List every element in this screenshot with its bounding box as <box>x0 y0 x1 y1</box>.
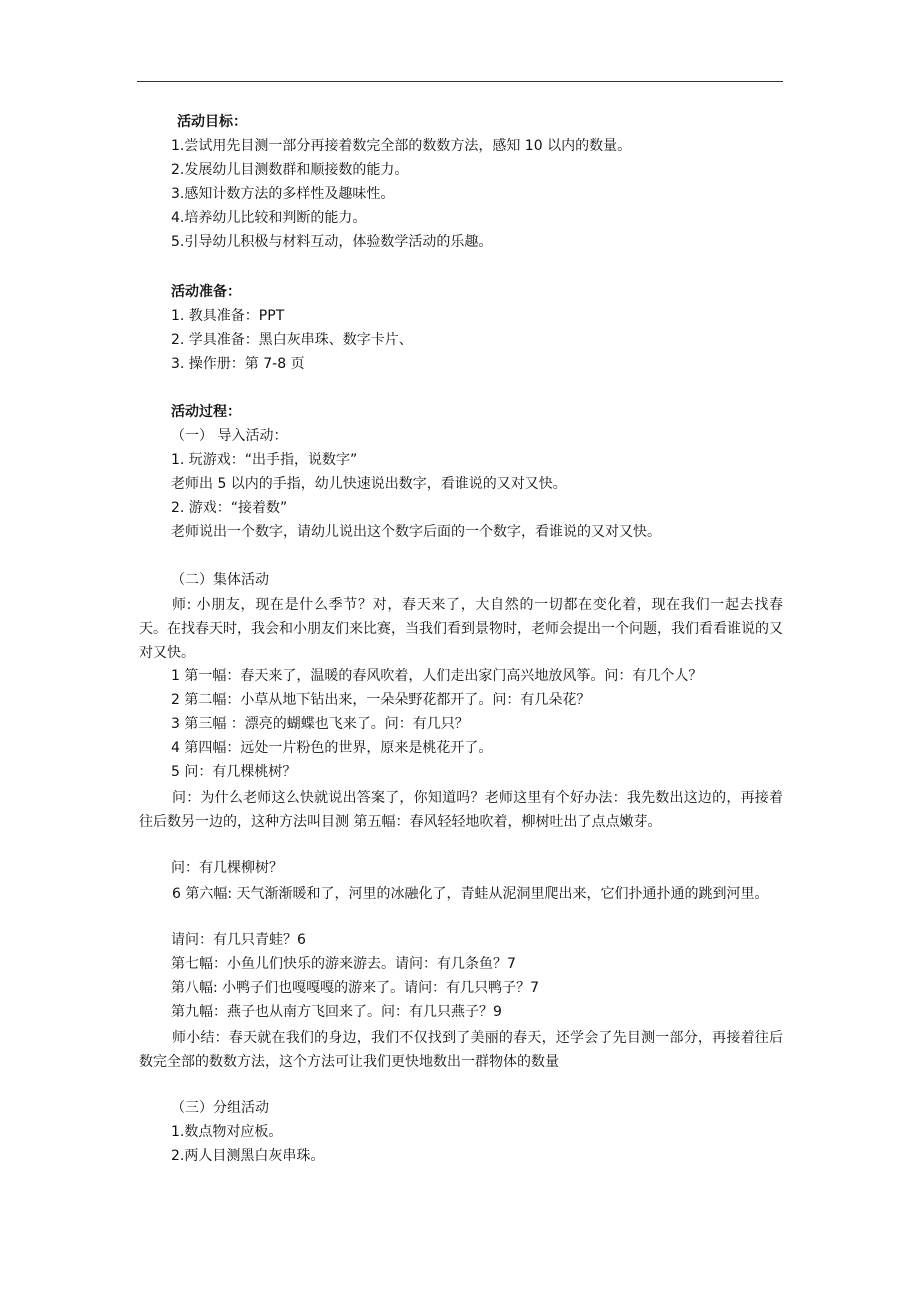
q-line-1: 请问：有几只青蛙？6 <box>171 932 306 948</box>
prep-item-2: 2. 学具准备：黑白灰串珠、数字卡片、 <box>171 332 413 348</box>
q-line-4: 第九幅：燕子也从南方飞回来了。问：有几只燕子？9 <box>171 1004 502 1020</box>
q-line-2: 第七幅：小鱼儿们快乐的游来游去。请问：有几条鱼？7 <box>171 956 516 972</box>
why-paragraph: 问：为什么老师这么快就说出答案了，你知道吗？老师这里有个好办法：我先数出这边的，再接着往后数另一边的，这种方法叫目测 第五幅：春风轻轻地吹着，柳树吐出了点点嫩芽。 <box>139 790 783 830</box>
summary-paragraph: 师小结：春天就在我们的身边，我们不仅找到了美丽的春天，还学会了先目测一部分，再接着往后数完全部的数数方法，这个方法可让我们更快地数出一群物体的数量 <box>139 1030 783 1070</box>
part3-item-2: 2.两人目测黑白灰串珠。 <box>171 1148 325 1164</box>
goal-item-5: 5.引导幼儿积极与材料互动，体验数学活动的乐趣。 <box>171 234 493 250</box>
q-line-3: 第八幅: 小鸭子们也嘎嘎嘎的游来了。请问：有几只鸭子？7 <box>171 980 540 996</box>
part1-line-2: 老师出 5 以内的手指，幼儿快速说出数字，看谁说的又对又快。 <box>171 476 567 492</box>
part3-item-1: 1.数点物对应板。 <box>171 1124 283 1140</box>
willow-question: 问：有几棵柳树？ <box>171 860 283 876</box>
frog-paragraph: 6 第六幅: 天气渐渐暖和了，河里的冰融化了，青蛙从泥洞里爬出来，它们扑通扑通的跳到河里。 <box>172 886 769 902</box>
process-heading: 活动过程： <box>171 404 241 420</box>
goal-item-4: 4.培养幼儿比较和判断的能力。 <box>171 210 367 226</box>
part1-line-3: 2. 游戏：“接着数” <box>171 500 288 516</box>
scene-line-4: 4 第四幅：远处一片粉色的世界，原来是桃花开了。 <box>171 740 493 756</box>
scene-line-2: 2 第二幅：小草从地下钻出来，一朵朵野花都开了。问：有几朵花？ <box>171 692 591 708</box>
goal-item-3: 3.感知计数方法的多样性及趣味性。 <box>171 186 395 202</box>
scene-line-1: 1 第一幅：春天来了，温暖的春风吹着，人们走出家门高兴地放风筝。问：有几个人？ <box>171 668 703 684</box>
part3-title: （三）分组活动 <box>171 1100 269 1116</box>
prep-item-3: 3. 操作册：第 7-8 页 <box>171 356 305 372</box>
scene-line-5: 5 问：有几棵桃树？ <box>171 764 297 780</box>
scene-line-3: 3 第三幅 ：漂亮的蝴蝶也飞来了。问：有几只？ <box>171 716 469 732</box>
part1-title: （一） 导入活动： <box>171 428 288 444</box>
prep-heading: 活动准备： <box>171 284 241 300</box>
part2-title: （二）集体活动 <box>171 572 269 588</box>
goal-item-1: 1.尝试用先目测一部分再接着数完全部的数数方法，感知 10 以内的数量。 <box>171 138 632 154</box>
part1-line-4: 老师说出一个数字，请幼儿说出这个数字后面的一个数字，看谁说的又对又快。 <box>171 524 661 540</box>
part2-intro: 师: 小朋友，现在是什么季节？对，春天来了，大自然的一切都在变化着，现在我们一起去找春天。在找春天时，我会和小朋友们来比赛，当我们看到景物时，老师会提出一个问题，我们看看谁说的又对又快。 <box>139 597 783 661</box>
part1-line-1: 1. 玩游戏：“出手指，说数字” <box>171 452 358 468</box>
goals-heading: 活动目标： <box>177 114 247 130</box>
goal-item-2: 2.发展幼儿目测数群和顺接数的能力。 <box>171 162 409 178</box>
header-rule <box>137 81 783 82</box>
prep-item-1: 1. 教具准备：PPT <box>171 308 285 324</box>
